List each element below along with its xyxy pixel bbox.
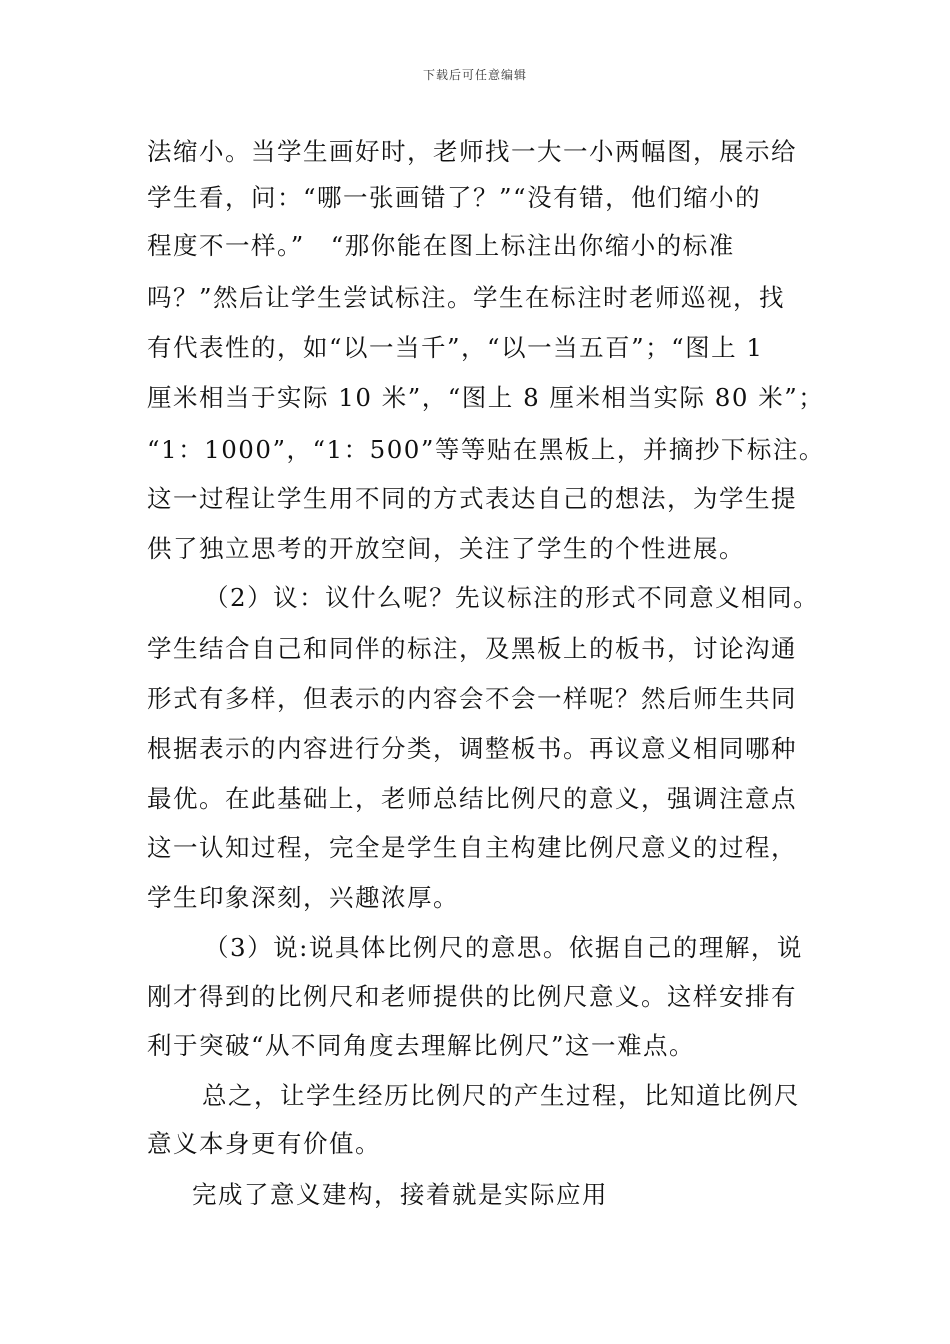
text-line: 形式有多样，但表示的内容会不会一样呢？然后师生共同	[147, 684, 797, 713]
text-line: 吗？”然后让学生尝试标注。学生在标注时老师巡视，找	[147, 283, 786, 312]
text-line: 学生看，问：“哪一张画错了？”“没有错，他们缩小的	[147, 183, 762, 212]
text-line: 这一过程让学生用不同的方式表达自己的想法，为学生提	[147, 484, 797, 513]
text-line: 这一认知过程，完全是学生自主构建比例尺意义的过程，	[147, 833, 797, 862]
text-line: （2）议：议什么呢？先议标注的形式不同意义相同。	[204, 583, 820, 612]
text-line: 利于突破“从不同角度去理解比例尺”这一难点。	[147, 1031, 696, 1060]
text-line: 学生印象深刻，兴趣浓厚。	[147, 883, 459, 912]
text-line: 总之，让学生经历比例尺的产生过程，比知道比例尺	[202, 1081, 800, 1110]
text-line: 根据表示的内容进行分类，调整板书。再议意义相同哪种	[147, 734, 797, 763]
text-line: 程度不一样。” “那你能在图上标注出你缩小的标准	[147, 231, 735, 260]
text-line: （3）说:说具体比例尺的意思。依据自己的理解，说	[204, 933, 803, 962]
text-line: 完成了意义建构，接着就是实际应用	[192, 1180, 608, 1209]
text-line: 厘米相当于实际 10 米”，“图上 8 厘米相当实际 80 米”；	[147, 383, 825, 412]
text-line: 最优。在此基础上，老师总结比例尺的意义，强调注意点	[147, 784, 797, 813]
text-line: 刚才得到的比例尺和老师提供的比例尺意义。这样安排有	[147, 982, 797, 1011]
text-line: 有代表性的，如“以一当千”，“以一当五百”；“图上 1	[147, 333, 764, 362]
text-line: 意义本身更有价值。	[147, 1129, 381, 1158]
text-line: “1：1000”，“1：500”等等贴在黑板上，并摘抄下标注。	[147, 435, 825, 464]
text-line: 供了独立思考的开放空间，关注了学生的个性进展。	[147, 534, 745, 563]
text-line: 法缩小。当学生画好时，老师找一大一小两幅图，展示给	[147, 137, 797, 166]
page-header: 下载后可任意编辑	[422, 68, 527, 82]
text-line: 学生结合自己和同伴的标注，及黑板上的板书，讨论沟通	[147, 634, 797, 663]
